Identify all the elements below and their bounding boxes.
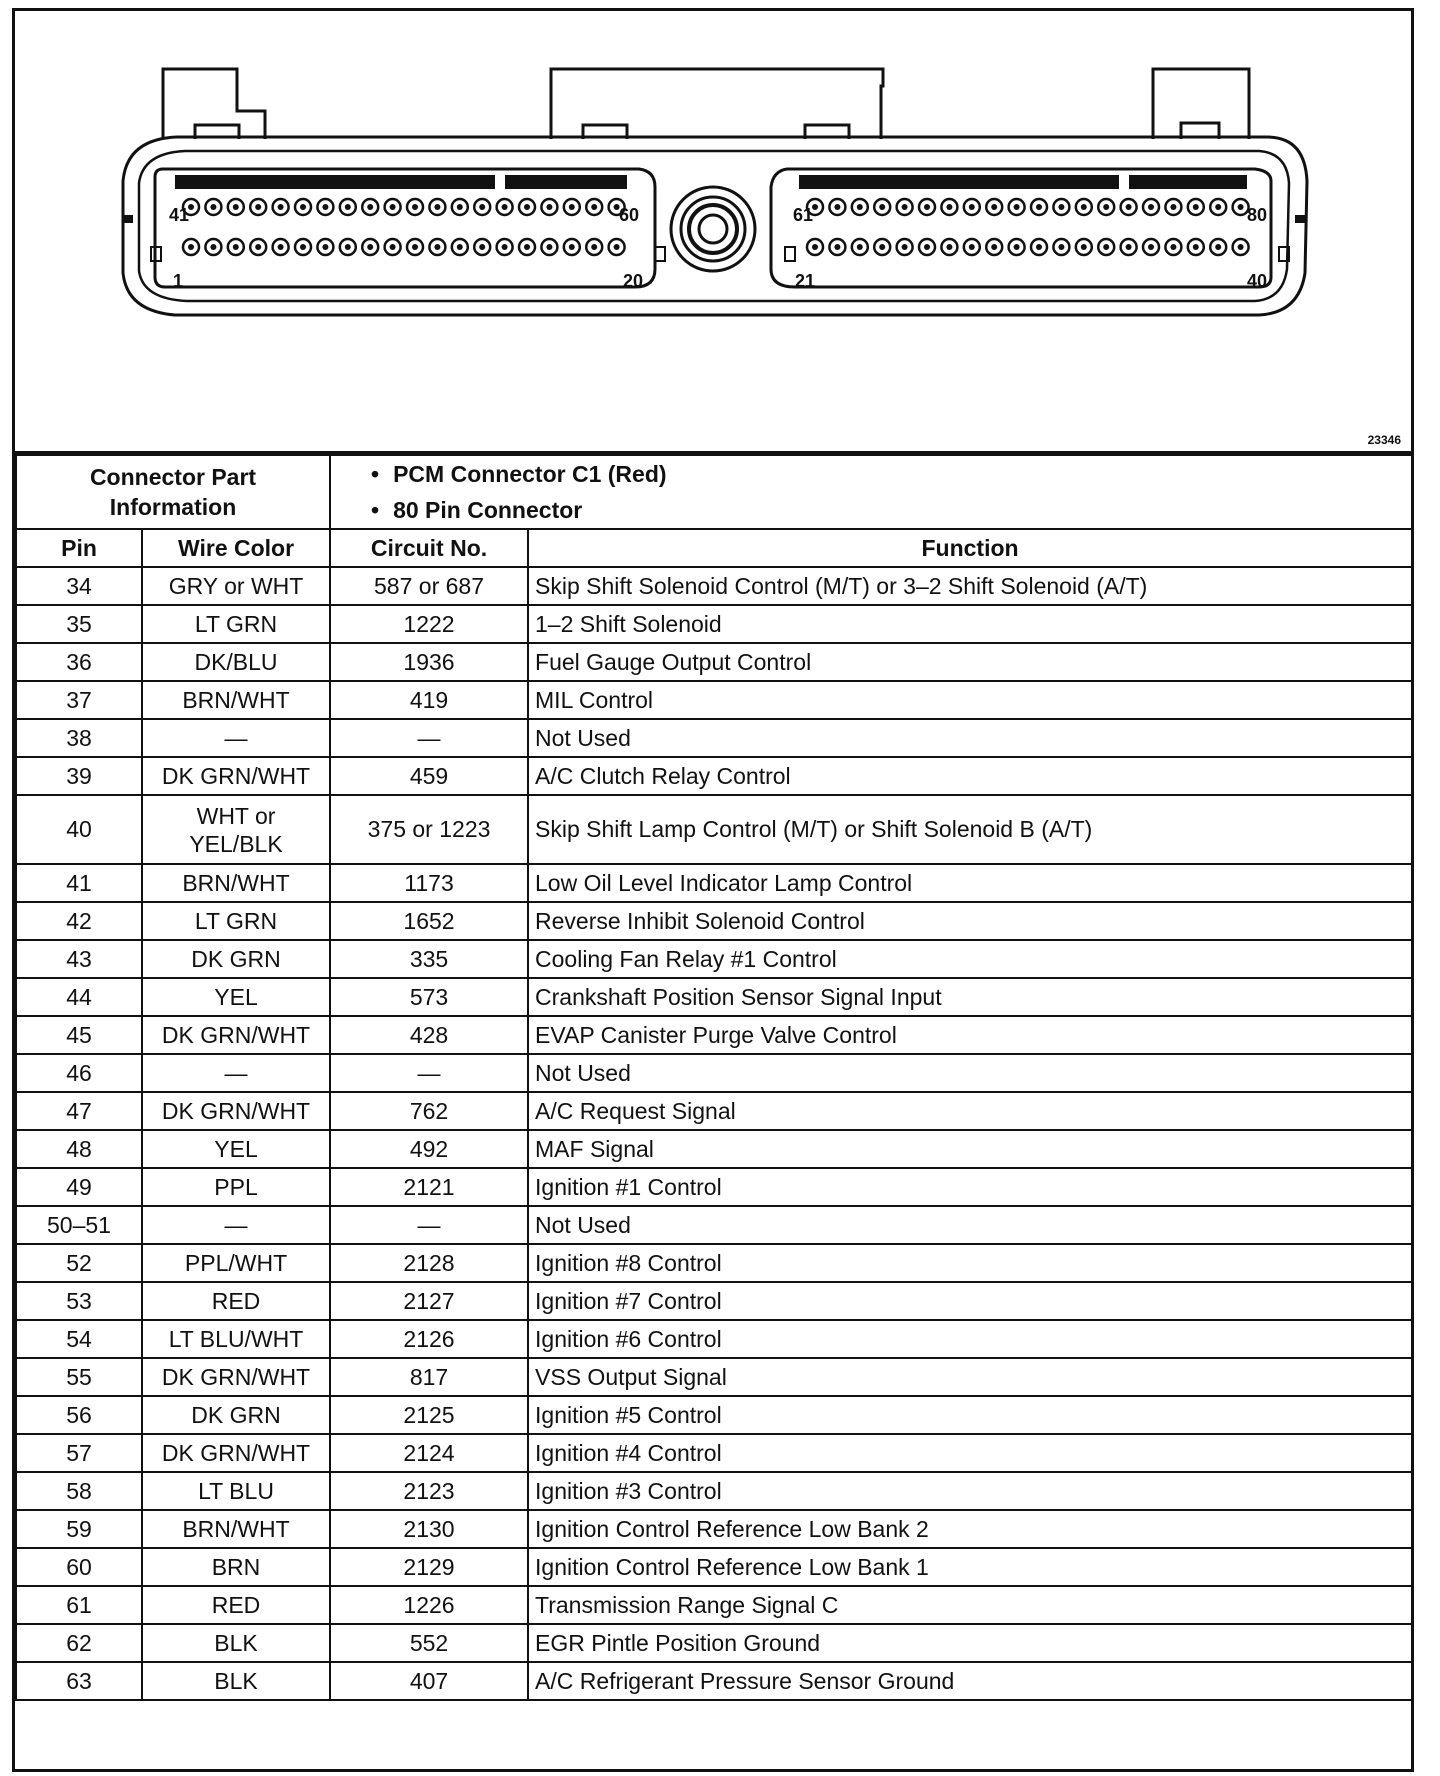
function-cell: Ignition #3 Control [528,1472,1412,1510]
part-info-label-line2: Information [109,494,237,520]
pin-contact-59 [591,204,597,210]
pin-cell: 36 [16,643,142,681]
table-row [16,978,1412,1016]
pin-contact-65 [902,204,908,210]
pin-label-21: 21 [795,271,816,291]
wire-color-cell: RED [142,1282,330,1320]
table-row [16,1472,1412,1510]
function-cell: Transmission Range Signal C [528,1586,1412,1624]
circuit-number-cell: 2126 [330,1320,528,1358]
pin-contact-2 [210,244,216,250]
function-cell: Ignition #6 Control [528,1320,1412,1358]
wire-color-cell: BRN/WHT [142,1510,330,1548]
circuit-number-cell: 1222 [330,605,528,643]
function-cell: Ignition #5 Control [528,1396,1412,1434]
pin-contact-35 [1126,244,1132,250]
pin-contact-29 [991,244,997,250]
pin-contact-67 [946,204,952,210]
pin-contact-57 [546,204,552,210]
circuit-number-cell: 2130 [330,1510,528,1548]
table-row [16,681,1412,719]
pin-cell: 43 [16,940,142,978]
pin-contact-46 [300,204,306,210]
circuit-number-cell: — [330,1206,528,1244]
pin-label-60: 60 [619,205,640,225]
pin-contact-69 [991,204,997,210]
pin-row-61-80 [807,199,1249,215]
wire-color-cell: PPL [142,1168,330,1206]
pin-contact-44 [255,204,261,210]
pin-contact-43 [233,204,239,210]
function-cell: EGR Pintle Position Ground [528,1624,1412,1662]
pin-cell: 35 [16,605,142,643]
pin-contact-49 [367,204,373,210]
pin-contact-21 [812,244,818,250]
connector-diagram [15,11,1411,454]
pin-cell: 54 [16,1320,142,1358]
table-row [16,1358,1412,1396]
pin-contact-53 [457,204,463,210]
pin-contact-25 [902,244,908,250]
wire-color-cell: — [142,1206,330,1244]
wire-color-cell: LT GRN [142,902,330,940]
function-cell: A/C Request Signal [528,1092,1412,1130]
pin-contact-24 [879,244,885,250]
wire-color-cell: — [142,1054,330,1092]
wire-color-cell: BRN/WHT [142,681,330,719]
pin-cell: 55 [16,1358,142,1396]
table-row [16,864,1412,902]
circuit-number-cell: 2127 [330,1282,528,1320]
table-row [16,1130,1412,1168]
connector-drawing [15,11,1411,451]
column-header-circuit-no: Circuit No. [330,529,528,567]
pin-contact-6 [300,244,306,250]
circuit-number-cell: 459 [330,757,528,795]
table-row [16,1662,1412,1700]
pin-contact-33 [1081,244,1087,250]
pin-cell: 60 [16,1548,142,1586]
function-cell: 1–2 Shift Solenoid [528,605,1412,643]
circuit-number-cell: — [330,1054,528,1092]
circuit-number-cell: 428 [330,1016,528,1054]
circuit-number-cell: 419 [330,681,528,719]
pin-contact-52 [434,204,440,210]
pin-contact-9 [367,244,373,250]
function-cell: Ignition #7 Control [528,1282,1412,1320]
wire-color-cell: LT BLU/WHT [142,1320,330,1358]
wire-color-cell: DK GRN/WHT [142,1358,330,1396]
table-row [16,1434,1412,1472]
pin-cell: 61 [16,1586,142,1624]
wire-color-cell: DK/BLU [142,643,330,681]
table-row [16,567,1412,605]
pin-contact-4 [255,244,261,250]
circuit-number-cell: 407 [330,1662,528,1700]
table-row [16,643,1412,681]
pin-contact-37 [1170,244,1176,250]
function-cell: Not Used [528,1054,1412,1092]
pin-contact-19 [591,244,597,250]
pin-cell: 49 [16,1168,142,1206]
pin-cell: 38 [16,719,142,757]
pin-contact-58 [569,204,575,210]
pin-cell: 58 [16,1472,142,1510]
pin-contact-40 [1238,244,1244,250]
circuit-number-cell: 2124 [330,1434,528,1472]
wire-color-cell: BRN/WHT [142,864,330,902]
pin-cell: 57 [16,1434,142,1472]
pin-cell: 62 [16,1624,142,1662]
wire-color-line: WHT or [196,802,276,829]
pin-contact-42 [210,204,216,210]
pin-contact-28 [969,244,975,250]
pin-label-20: 20 [623,271,644,291]
pin-row-41-60 [183,199,625,215]
circuit-number-cell: 817 [330,1358,528,1396]
function-cell: Skip Shift Solenoid Control (M/T) or 3–2 Shift Solenoid (A/T) [528,567,1412,605]
circuit-number-cell: 587 or 687 [330,567,528,605]
table-row [16,1510,1412,1548]
wire-color-cell: DK GRN/WHT [142,757,330,795]
wire-color-cell: DK GRN [142,1396,330,1434]
function-cell: A/C Refrigerant Pressure Sensor Ground [528,1662,1412,1700]
pin-contact-51 [412,204,418,210]
pin-contact-17 [546,244,552,250]
pin-contact-76 [1148,204,1154,210]
pin-cell: 39 [16,757,142,795]
table-row [16,1206,1412,1244]
table-row [16,605,1412,643]
pin-contact-38 [1193,244,1199,250]
pin-contact-47 [322,204,328,210]
pin-cell: 50–51 [16,1206,142,1244]
function-cell: EVAP Canister Purge Valve Control [528,1016,1412,1054]
pin-contact-50 [390,204,396,210]
pin-contact-64 [879,204,885,210]
pin-cell: 44 [16,978,142,1016]
part-info-label [16,455,330,529]
pin-contact-68 [969,204,975,210]
pin-cell: 40 [16,795,142,864]
wire-color-cell: BRN [142,1548,330,1586]
wire-color-cell: BLK [142,1624,330,1662]
pin-contact-34 [1103,244,1109,250]
pin-cell: 52 [16,1244,142,1282]
pin-contact-39 [1215,244,1221,250]
wire-color-cell: DK GRN/WHT [142,1016,330,1054]
pin-label-40: 40 [1247,271,1268,291]
function-cell: Not Used [528,1206,1412,1244]
pin-cell: 53 [16,1282,142,1320]
function-cell: Ignition #8 Control [528,1244,1412,1282]
column-header-function: Function [528,529,1412,567]
circuit-number-cell: 1936 [330,643,528,681]
pin-contact-11 [412,244,418,250]
pin-contact-30 [1014,244,1020,250]
circuit-number-cell: 492 [330,1130,528,1168]
pin-cell: 48 [16,1130,142,1168]
pin-contact-74 [1103,204,1109,210]
pin-contact-23 [857,244,863,250]
pin-contact-66 [924,204,930,210]
circuit-number-cell: 375 or 1223 [330,795,528,864]
wire-color-cell: LT BLU [142,1472,330,1510]
wire-color-cell [142,795,330,864]
pin-contact-32 [1058,244,1064,250]
wire-color-cell: DK GRN [142,940,330,978]
pin-cell: 47 [16,1092,142,1130]
pin-contact-73 [1081,204,1087,210]
pin-contact-5 [278,244,284,250]
pin-contact-56 [524,204,530,210]
table-row [16,757,1412,795]
pin-contact-15 [502,244,508,250]
function-cell: Ignition Control Reference Low Bank 1 [528,1548,1412,1586]
column-header-wire-color: Wire Color [142,529,330,567]
pin-contact-78 [1193,204,1199,210]
pin-contact-26 [924,244,930,250]
function-cell: Ignition #1 Control [528,1168,1412,1206]
table-row [16,902,1412,940]
function-cell: MIL Control [528,681,1412,719]
function-cell: Not Used [528,719,1412,757]
pin-contact-36 [1148,244,1154,250]
pin-cell: 41 [16,864,142,902]
pin-contact-3 [233,244,239,250]
function-cell: Reverse Inhibit Solenoid Control [528,902,1412,940]
table-row [16,1054,1412,1092]
wire-color-cell: GRY or WHT [142,567,330,605]
circuit-number-cell: 762 [330,1092,528,1130]
pin-contact-79 [1215,204,1221,210]
pin-label-1: 1 [173,271,184,291]
function-cell: Cooling Fan Relay #1 Control [528,940,1412,978]
function-cell: Ignition Control Reference Low Bank 2 [528,1510,1412,1548]
table-row [16,1624,1412,1662]
function-cell: Fuel Gauge Output Control [528,643,1412,681]
document-sheet [12,8,1414,1772]
pin-cell: 63 [16,1662,142,1700]
table-row [16,1016,1412,1054]
pin-contact-7 [322,244,328,250]
circuit-number-cell: 335 [330,940,528,978]
function-cell: Skip Shift Lamp Control (M/T) or Shift Solenoid B (A/T) [528,795,1412,864]
circuit-number-cell: 552 [330,1624,528,1662]
pin-contact-13 [457,244,463,250]
pin-contact-62 [834,204,840,210]
pin-contact-14 [479,244,485,250]
circuit-number-cell: 573 [330,978,528,1016]
wire-color-cell: YEL [142,1130,330,1168]
part-info-item: • PCM Connector C1 (Red) [371,456,1407,492]
circuit-number-cell: 2125 [330,1396,528,1434]
circuit-number-cell: 1652 [330,902,528,940]
part-info-row [16,455,1412,529]
table-row [16,1586,1412,1624]
pin-contact-70 [1014,204,1020,210]
wire-color-cell: BLK [142,1662,330,1700]
pin-contact-20 [614,244,620,250]
wire-color-cell: — [142,719,330,757]
wire-color-cell: RED [142,1586,330,1624]
pin-contact-31 [1036,244,1042,250]
pin-contact-27 [946,244,952,250]
wire-color-cell: DK GRN/WHT [142,1434,330,1472]
pin-cell: 59 [16,1510,142,1548]
pin-cell: 45 [16,1016,142,1054]
wire-color-cell: LT GRN [142,605,330,643]
part-info-item: • 80 Pin Connector [371,492,1407,528]
pin-contact-75 [1126,204,1132,210]
wire-color-cell: PPL/WHT [142,1244,330,1282]
header-row [16,529,1412,567]
function-cell: MAF Signal [528,1130,1412,1168]
function-cell: A/C Clutch Relay Control [528,757,1412,795]
pin-contact-8 [345,244,351,250]
table-row [16,1396,1412,1434]
pin-label-80: 80 [1247,205,1268,225]
pin-row-1-20 [183,239,625,255]
pin-label-61: 61 [793,205,814,225]
pinout-table [15,454,1413,1701]
circuit-number-cell: 1173 [330,864,528,902]
pin-contact-55 [502,204,508,210]
table-row [16,1320,1412,1358]
pin-cell: 56 [16,1396,142,1434]
pin-contact-16 [524,244,530,250]
pin-label-41: 41 [169,205,190,225]
wire-color-cell: DK GRN/WHT [142,1092,330,1130]
pin-cell: 46 [16,1054,142,1092]
function-cell: Crankshaft Position Sensor Signal Input [528,978,1412,1016]
pin-contact-54 [479,204,485,210]
pin-contact-1 [188,244,194,250]
pin-contact-77 [1170,204,1176,210]
column-header-pin: Pin [16,529,142,567]
pin-contact-80 [1238,204,1244,210]
pin-contact-12 [434,244,440,250]
circuit-number-cell: 2128 [330,1244,528,1282]
table-row [16,940,1412,978]
table-row [16,1282,1412,1320]
pin-cell: 34 [16,567,142,605]
pin-contact-71 [1036,204,1042,210]
figure-number: 23346 [1367,433,1401,447]
pin-contact-18 [569,244,575,250]
pin-cell: 37 [16,681,142,719]
pin-contact-72 [1058,204,1064,210]
pin-contact-63 [857,204,863,210]
function-cell: Low Oil Level Indicator Lamp Control [528,864,1412,902]
table-row [16,1548,1412,1586]
circuit-number-cell: 1226 [330,1586,528,1624]
pin-contact-22 [834,244,840,250]
circuit-number-cell: 2121 [330,1168,528,1206]
circuit-number-cell: 2129 [330,1548,528,1586]
table-row [16,1168,1412,1206]
table-row [16,795,1412,864]
wire-color-line: YEL/BLK [189,830,283,857]
pin-cell: 42 [16,902,142,940]
function-cell: Ignition #4 Control [528,1434,1412,1472]
function-cell: VSS Output Signal [528,1358,1412,1396]
pin-row-21-40 [807,239,1249,255]
circuit-number-cell: 2123 [330,1472,528,1510]
table-row [16,1244,1412,1282]
table-row [16,1092,1412,1130]
part-info-list [330,455,1412,529]
pin-contact-48 [345,204,351,210]
circuit-number-cell: — [330,719,528,757]
table-row [16,719,1412,757]
pin-contact-45 [278,204,284,210]
wire-color-cell: YEL [142,978,330,1016]
pin-contact-10 [390,244,396,250]
part-info-label-line1: Connector Part [89,464,257,490]
